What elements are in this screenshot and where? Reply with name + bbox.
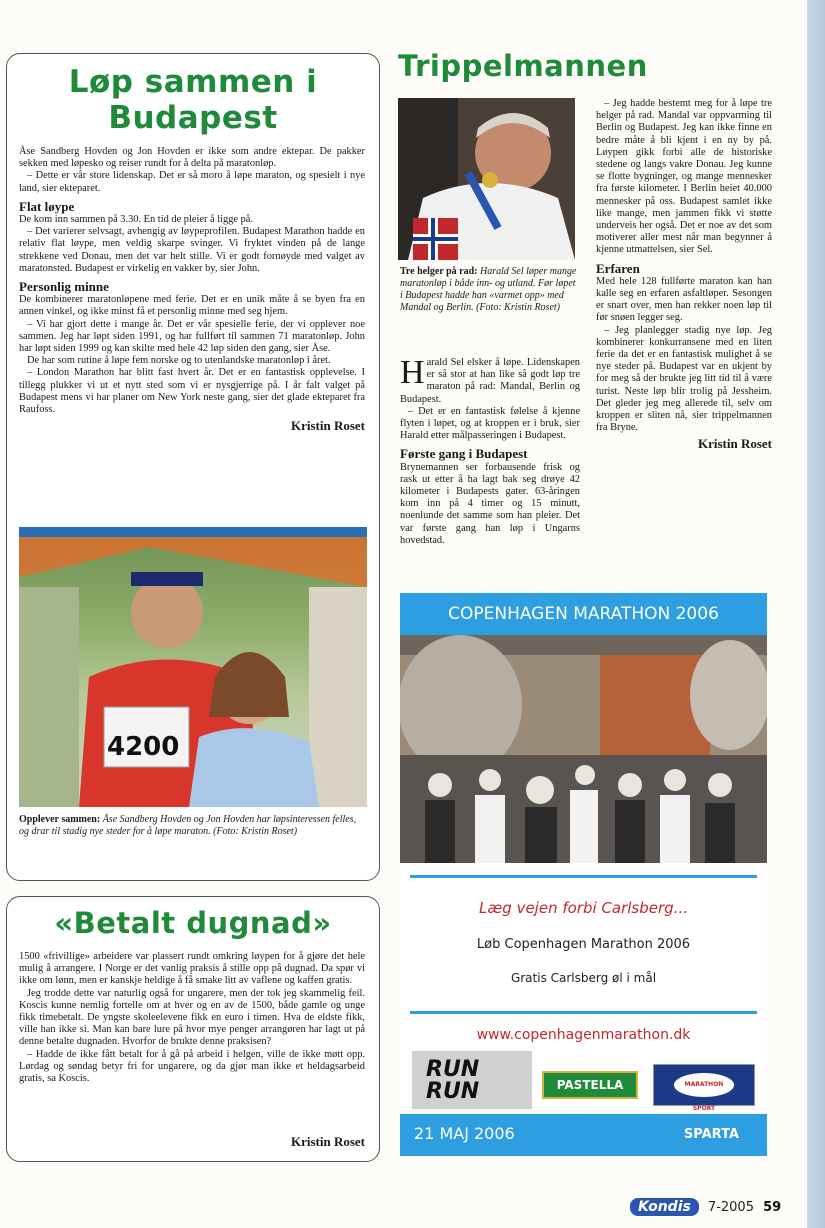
photo-illustration (19, 527, 367, 807)
magazine-logo: Kondis (630, 1198, 699, 1216)
paragraph: Med hele 128 fullførte maraton kan han kalle seg en erfaren asfaltløper. Sesongen er snart over, men han rekker noen løp til før snøen legger seg. (596, 275, 772, 324)
paragraph: – Jeg hadde bestemt meg for å løpe tre helger på rad. Mandal var oppvarming til Berlin og Budapest. Jeg kan ikke finne en bedre måte å bli kjent i en ny by på. Løypen gikk forbi alle de historiske stedene og langs vakre Donau. Jeg kunne se flotte bygninger, og mange mennesker fra første kilometer. I Berlin heiet 40.000 mennesker på oss. Budapest samlet ikke like mange, men jammen fikk vi støtte underveis her også. Det er noe av det som motiverer aller mest når man begynner å kjenne utmattelsen, sier Sel. (596, 98, 772, 256)
title-line-2: Budapest (108, 100, 278, 136)
byline: Kristin Roset (290, 1134, 365, 1149)
paragraph: – Jeg planlegger stadig nye løp. Jeg kombinerer konkurransene med en liten ferie da det er en fantastisk mulighet å se nye steder på. Budapest var en ukjent by for meg så der brukte jeg litt tid til å være turist. Neste løp blir trolig på Jessheim. Det gleder jeg meg allerede til, selv om kroppen er sliten nå, sier trippelmannen fra Bryne. (596, 324, 772, 434)
photo-caption (19, 814, 365, 838)
ad-divider (410, 875, 757, 878)
article-title: Trippelmannen (398, 49, 648, 83)
article-body (19, 146, 365, 432)
byline: Kristin Roset (290, 418, 365, 434)
lead-text: arald Sel elsker å løpe. Lidenskapen er så stor at han like så godt løp tre maraton på rad: Mandal, Berlin og Budapest. (400, 357, 580, 405)
logo-pastella: PASTELLA (542, 1071, 638, 1099)
article-title: «Betalt dugnad» (54, 906, 332, 940)
paragraph: – Det er en fantastisk følelse å kjenne flyten i løpet, og at kroppen er i bruk, sier Harald etter målpasseringen i Budapest. (400, 405, 580, 442)
page-edge (807, 0, 825, 1228)
paragraph: Åse Sandberg Hovden og Jon Hovden er ikke som andre ektepar. De pakker sekken med løpesko og reiser rundt for å delta på maratonløp. (19, 146, 365, 170)
caption-lead: Opplever sammen: (19, 814, 101, 825)
page-number: 59 (763, 1200, 782, 1215)
caption-lead: Tre helger på rad: (400, 266, 478, 277)
paragraph: 1500 «frivillige» arbeidere var plassert rundt omkring løypen for å gjøre det hele mulig å arrangere. I Norge er det vanlig praksis å stille opp på dugnad. Da spør vi ikke om lønn, men er kanskje heldige å få smake litt av vaflene og kaffen gratis. (19, 951, 365, 987)
ad-date: 21 MAJ 2006 (414, 1124, 515, 1143)
title-line-1: Løp sammen i (68, 64, 318, 100)
photo-caption (400, 266, 580, 314)
paragraph: – Dette er vår store lidenskap. Det er så moro å løpe maraton, og spesielt i nye land, sier ekteparet. (19, 170, 365, 194)
subheading: Første gang i Budapest (400, 446, 528, 462)
article-body-col2 (596, 98, 772, 451)
paragraph: De kombinerer maratonløpene med ferie. Det er en unik måte å se byen fra en annen vinkel, og ikke minst få et personlig minne med seg hjem. (19, 294, 365, 318)
logo-runrun (412, 1051, 532, 1109)
issue-number: 7-2005 (707, 1200, 754, 1215)
ad-divider (410, 1011, 757, 1014)
paragraph: De kom inn sammen på 3.30. En tid de pleier å ligge på. (19, 214, 254, 226)
article-title (7, 64, 379, 136)
article-box-dugnad (6, 896, 380, 1162)
ad-photo-runners (400, 635, 767, 863)
ad-line-1: Løb Copenhagen Marathon 2006 (476, 937, 691, 952)
paragraph: Brynemannen ser forbausende frisk og rask ut etter å ha lagt bak seg drøye 42 kilometer i Budapests gater. 63-åringen kom inn på 4 timer og 15 minutt, noenlunde det samme som han pleier. Det var første gang han løp i Ungarns hovedstad. (400, 461, 580, 546)
logo-runrun-line1: RUN (426, 1057, 480, 1082)
paragraph: – Det varierer selvsagt, avhengig av løypeprofilen. Budapest Marathon hadde en relativ flat løype, men veldig skarpe svinger. Vi fryktet vinden på de lange strekkene ved Donau, men det var helt stille. Vi er godt fornøyde med valget av maratonsted. Budapest er virkelig en vakker by, sier John. (19, 226, 365, 274)
logo-marathon-sport-label: MARATHON SPORT (674, 1073, 734, 1097)
paragraph: – Vi har gjort dette i mange år. Det er vår spesielle ferie, der vi opplever noe sammen. Jeg har løpt siden 1991, og har fullført til sammen 71 maratonløp. John har løpt siden 1999 og kan skilte med hele 42 løp siden den gang, sier Åse. (19, 318, 365, 355)
logo-runrun-line2: RUN (426, 1079, 480, 1104)
subheading: Erfaren (596, 260, 640, 276)
ad-slogan: Læg vejen forbi Carlsberg... (479, 899, 688, 917)
photo-illustration (400, 635, 767, 863)
photo-harald (398, 98, 575, 260)
byline: Kristin Roset (697, 436, 772, 452)
ad-sponsor: SPARTA (683, 1127, 739, 1142)
ad-header: COPENHAGEN MARATHON 2006 (400, 593, 767, 635)
dropcap: H (400, 354, 425, 391)
paragraph: – London Marathon har blitt fast hvert år. Det er en fantastisk opplevelse. I tillegg plukker vi ut et nytt sted som vi er nysgjerrige på. I år falt valget på Budapest mens vi har planer om New York neste gang, sier det glade ekteparet fra Raufoss. (19, 367, 365, 416)
ad-line-2: Gratis Carlsberg øl i mål (510, 971, 657, 985)
paragraph: De har som rutine å løpe fem norske og to utenlandske maratonløp i året. (27, 355, 331, 367)
subheading: Personlig minne (19, 279, 109, 295)
copenhagen-marathon-ad (400, 593, 767, 1156)
article-body-col1 (400, 354, 580, 547)
article-body (19, 951, 365, 1085)
photo-couple (19, 527, 367, 807)
page-footer (630, 1196, 781, 1216)
race-bib-number: 4200 (107, 732, 180, 762)
subheading: Flat løype (19, 198, 75, 214)
ad-footer-bar (400, 1114, 767, 1156)
caption-text: Åse Sandberg Hovden og Jon Hovden har løpsinteressen felles, og drar til stadig nye steder for å løpe maraton. (Foto: Kristin Roset) (19, 814, 357, 837)
photo-illustration (398, 98, 575, 260)
paragraph: – Hadde de ikke fått betalt for å gå på arbeid i helgen, ville de ikke møtt opp. Lørdag og søndag betyr fri for ungarere, og da gjør man ikke et heldagsarbeid gratis, sa Koscis. (19, 1048, 365, 1085)
caption-text: Harald Sel løper mange maratonløp i både inn- og utland. Før løpet i Budapest hadde han «varmet opp» med Mandal og Berlin. (Foto: Kristin Roset) (400, 266, 577, 313)
article-box-budapest (6, 53, 380, 881)
lead-paragraph (400, 354, 580, 406)
logo-marathon-sport (653, 1064, 755, 1112)
paragraph: Jeg trodde dette var naturlig også for ungarere, men der tok jeg skammelig feil. Koscis kunne nemlig fortelle om at hver og en av de 1500, både gamle og unge fikk timebetalt. De yngste skoleelevene fikk en euro i timen. Hva de eldste fikk, ville han ikke si. Man kan bare lure på hvor mye penger arrangøren har lagt ut på denne betalte dugnaden. Hvorfor de brukte denne praksisen? (19, 987, 365, 1048)
ad-url[interactable]: www.copenhagenmarathon.dk (476, 1027, 691, 1043)
